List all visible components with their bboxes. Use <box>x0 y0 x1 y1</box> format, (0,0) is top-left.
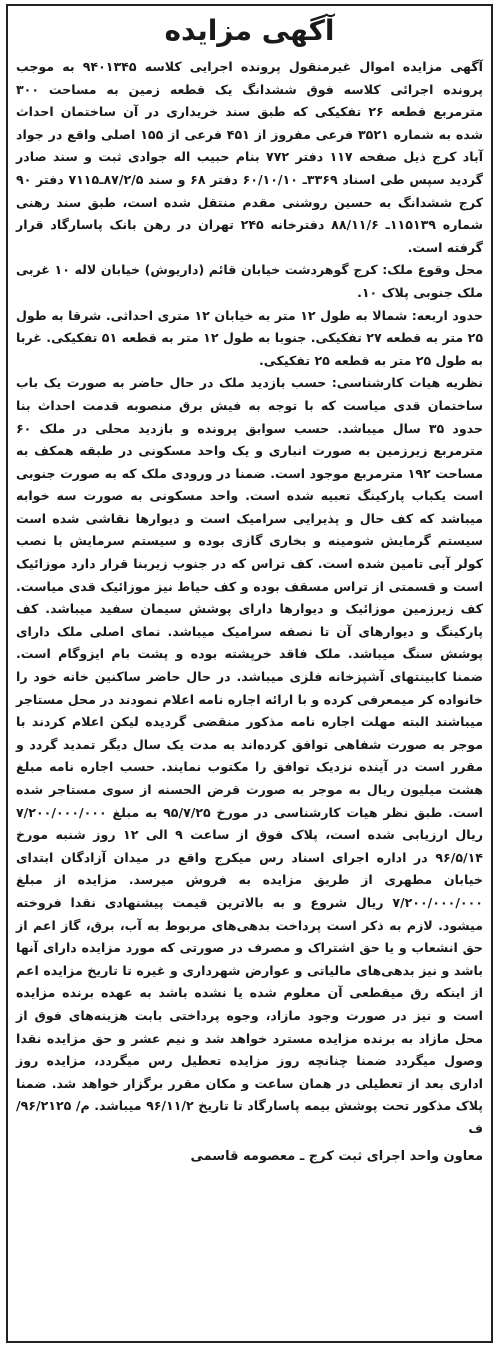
notice-frame <box>6 4 493 1343</box>
notice-title: آگهی مزایده <box>164 14 335 47</box>
notice-signature: معاون واحد اجرای ثبت کرج ـ معصومه قاسمی <box>190 1148 483 1164</box>
property-location-paragraph: محل وقوع ملک: کرج گوهردشت خیابان قائم (داریوش) خیابان لاله ۱۰ غربی ملک جنوبی پلاک ۱۰. <box>16 262 483 300</box>
notice-intro-paragraph: آگهی مزایده اموال غیرمنقول پرونده اجرایی کلاسه ۹۴۰۱۳۴۵ به موجب پرونده اجرائی کلاسه فوق ششدانگ یک قطعه زمین به مساحت ۳۰۰ مترمربع قطعه ۲۶ تفکیکی که طبق سند خریداری در آن ساختمان احداث شده به شماره ۳۵۲۱ فرعی مفروز از ۴۵۱ فرعی از ۱۵۵ اصلی واقع در جواد آباد کرج ذیل صفحه ۱۱۷ دفتر ۷۷۲ بنام حبیب اله جوادی ثبت و سند صادر گردید سپس طی اسناد ۳۳۶۹ـ ۶۰/۱۰/۱۰ دفتر ۶۸ و سند ۸۷/۲/۵ـ۷۱۱۵ دفتر ۹۰ کرج ششدانگ به حسین روشنی مقدم منتقل شده است، طبق سند رهنی شماره ۱۱۵۱۳۹ـ ۸۸/۱۱/۶ دفترخانه ۲۴۵ تهران در رهن بانک پاسارگاد قرار گرفته است. <box>16 59 484 255</box>
property-boundaries-paragraph: حدود اربعه: شمالا به طول ۱۲ متر به خیابان ۱۲ متری احداثی. شرقا به طول ۲۵ متر به قطعه ۲۷ تفکیکی. جنوبا به طول ۱۲ متر به قطعه ۵۱ تفکیکی. غربا به طول ۲۵ متر به قطعه ۲۵ تفکیکی. <box>16 307 484 368</box>
expert-opinion-paragraph: نظریه هیات کارشناسی: حسب بازدید ملک در حال حاضر به صورت یک باب ساختمان قدی میاست که با توجه به فیش برق منصوبه قدمت احداث بنا حدود ۳۵ سال میباشد. حسب سوابق پرونده و بازدید محلی در ملک ۶۰ مترمربع زیرزمین به صورت انباری و یک واحد مسکونی در طبقه همکف به مساحت ۱۹۲ مترمربع موجود است. ضمنا در ورودی ملک که به صورت جنوبی است یکباب پارکینگ تعبیه شده است. واحد مسکونی به صورت سه خوابه میباشد که کف حال و پذیرایی سرامیک است و دیوارها نقاشی شده است سیستم گرمایش شومینه و بخاری گازی بوده و سیستم سرمایش با نصب کولر آبی تامین شده است. کف تراس که در جنوب زیربنا قرار دارد موزائیک است و قسمتی از تراس مسقف بوده و کف حیاط نیز موزائیک قدی میاست. کف زیرزمین موزائیک و دیوارها دارای پوشش سیمان سفید میباشد. کف پارکینگ و دیوارهای آن تا نصفه سرامیک میباشد. نمای اصلی ملک دارای پوشش سنگ میباشد. ملک فاقد خرپشته بوده و پشت بام ایزوگام است. ضمنا کابینتهای آشپزخانه فلزی میباشد. در حال حاضر ساکنین خانه خود را خانواده کر میمعرفی کرده و با ارائه اجاره نامه اعلام نمودند در محل مستاجر میباشند البته مهلت اجاره نامه مذکور منقضی گردیده لیکن اعلام کردند با موجر به صورت شفاهی توافق کرده‌اند به مدت یک سال دیگر تمدید گردد و مقرر است در آینده نزدیک توافق را مکتوب نمایند. حسب اجاره نامه مبلغ هشت میلیون ریال به موجر به صورت قرض الحسنه از سوی مستاجر شده است. طبق نظر هیات کارشناسی در مورخ ۹۵/۷/۲۵ به مبلغ ۷/۲۰۰/۰۰۰/۰۰۰ ریال ارزیابی شده است، پلاک فوق از ساعت ۹ الی ۱۲ روز شنبه مورخ ۹۶/۵/۱۴ در اداره اجرای اسناد رس میکرج واقع در میدان آزادگان ابتدای خیابان مطهری از طریق مزایده به فروش میرسد. مزایده از مبلغ ۷/۲۰۰/۰۰۰/۰۰۰ ریال شروع و به بالاترین قیمت پیشنهادی نقدا فروخته میشود. لازم به ذکر است پرداخت بدهی‌های مربوط به آب، برق، گاز اعم از حق انشعاب و یا حق اشتراک و مصرف در صورتی که مورد مزایده دارای آنها باشد و نیز بدهی‌های مالیاتی و عوارض شهرداری و غیره تا تاریخ مزایده اعم از اینکه رق میقطعی آن معلوم شده یا نشده باشد به عهده برنده مزایده است و نیز در صورت وجود مازاد، وجوه پرداختی بابت هزینه‌های فوق از محل مازاد به برنده مزایده مسترد خواهد شد و نیم عشر و حق مزایده نقدا وصول میگردد ضمنا چنانچه روز مزایده تعطیل رس میگردد، مزایده روز اداری بعد از تعطیلی در همان ساعت و مکان مقرر برگزار خواهد شد. ضمنا پلاک مذکور تحت پوشش بیمه پاسارگاد تا تاریخ ۹۶/۱۱/۲ میباشد. م/ ۹۶/۲۱۲۵/ف <box>16 375 484 1136</box>
